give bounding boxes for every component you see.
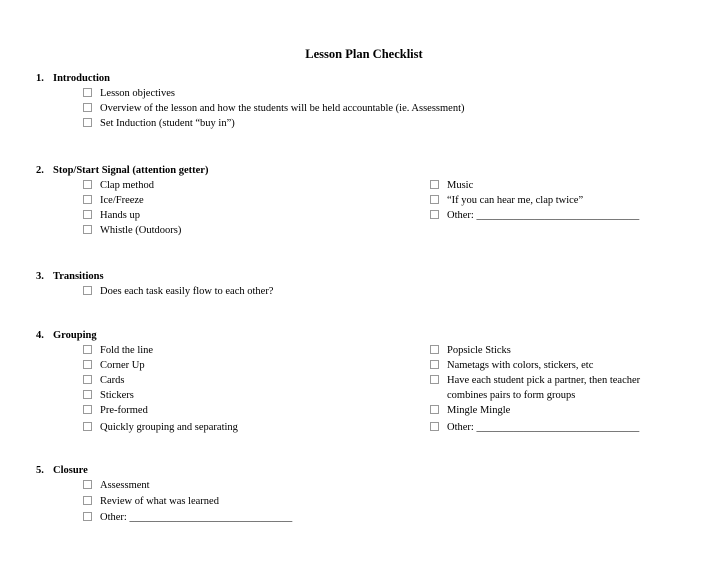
checkbox-icon[interactable] bbox=[430, 345, 439, 354]
checklist-item-label: Other: _______________________________ bbox=[447, 210, 640, 221]
checkbox-icon[interactable] bbox=[83, 210, 92, 219]
section-title: Stop/Start Signal (attention getter) bbox=[53, 165, 209, 176]
checklist-item-label: Have each student pick a partner, then teacher bbox=[447, 375, 641, 386]
checklist-item[interactable] bbox=[430, 343, 511, 358]
checkbox-icon[interactable] bbox=[83, 375, 92, 384]
checkbox-icon[interactable] bbox=[430, 422, 439, 431]
checklist-item-label: Assessment bbox=[100, 480, 150, 491]
checklist-item-label: Music bbox=[447, 180, 474, 191]
checklist-item[interactable] bbox=[83, 358, 145, 373]
checkbox-icon[interactable] bbox=[430, 375, 439, 384]
checklist-item[interactable] bbox=[430, 373, 640, 388]
checklist-item[interactable] bbox=[83, 494, 219, 509]
checklist-item-label: Other: _______________________________ bbox=[447, 422, 640, 433]
checklist-item[interactable] bbox=[83, 86, 175, 101]
section-heading-transitions bbox=[36, 269, 104, 284]
checklist-item[interactable] bbox=[83, 101, 465, 116]
checkbox-icon[interactable] bbox=[83, 480, 92, 489]
checklist-item[interactable] bbox=[83, 208, 140, 223]
checklist-item-other[interactable] bbox=[430, 420, 639, 435]
checklist-item-label: Review of what was learned bbox=[100, 496, 219, 507]
section-title: Transitions bbox=[53, 271, 104, 282]
checklist-item-label: Nametags with colors, stickers, etc bbox=[447, 360, 594, 371]
checklist-item[interactable] bbox=[83, 343, 153, 358]
section-number: 2. bbox=[36, 165, 44, 176]
section-heading-grouping bbox=[36, 328, 97, 343]
checklist-item-label: Quickly grouping and separating bbox=[100, 422, 238, 433]
checklist-item-label: Fold the line bbox=[100, 345, 154, 356]
checkbox-icon[interactable] bbox=[83, 88, 92, 97]
checklist-item-label: Stickers bbox=[100, 390, 134, 401]
checklist-item-label: Whistle (Outdoors) bbox=[100, 225, 182, 236]
checklist-item[interactable] bbox=[83, 373, 125, 388]
checkbox-icon[interactable] bbox=[83, 118, 92, 127]
checklist-item-label: Corner Up bbox=[100, 360, 145, 371]
checklist-item[interactable] bbox=[430, 403, 510, 418]
checkbox-icon[interactable] bbox=[83, 512, 92, 521]
checklist-item-label: Other: _______________________________ bbox=[100, 512, 293, 523]
checkbox-icon[interactable] bbox=[83, 195, 92, 204]
checklist-item[interactable] bbox=[83, 478, 150, 493]
checklist-item-other[interactable] bbox=[430, 208, 639, 223]
checklist-item-label: Does each task easily flow to each other? bbox=[100, 286, 274, 297]
checklist-item-continuation: combines pairs to form groups bbox=[447, 390, 576, 401]
checkbox-icon[interactable] bbox=[83, 496, 92, 505]
checklist-item-label: Set Induction (student “buy in”) bbox=[100, 118, 235, 129]
checkbox-icon[interactable] bbox=[430, 180, 439, 189]
checklist-item[interactable] bbox=[83, 403, 148, 418]
section-title: Introduction bbox=[53, 73, 110, 84]
checkbox-icon[interactable] bbox=[83, 345, 92, 354]
checkbox-icon[interactable] bbox=[83, 225, 92, 234]
checklist-item-label: Ice/Freeze bbox=[100, 195, 144, 206]
checkbox-icon[interactable] bbox=[430, 210, 439, 219]
checklist-item-label: Mingle Mingle bbox=[447, 405, 511, 416]
checklist-item[interactable] bbox=[83, 116, 235, 131]
checkbox-icon[interactable] bbox=[430, 405, 439, 414]
checkbox-icon[interactable] bbox=[83, 390, 92, 399]
checklist-item[interactable] bbox=[430, 178, 473, 193]
checklist-item-label: Cards bbox=[100, 375, 125, 386]
section-number: 3. bbox=[36, 271, 44, 282]
checklist-item[interactable] bbox=[83, 388, 134, 403]
checklist-item[interactable] bbox=[83, 193, 144, 208]
section-number: 5. bbox=[36, 465, 44, 476]
checkbox-icon[interactable] bbox=[430, 360, 439, 369]
checkbox-icon[interactable] bbox=[83, 180, 92, 189]
checklist-item[interactable] bbox=[430, 193, 583, 208]
checklist-item[interactable] bbox=[430, 358, 593, 373]
checklist-item-label: Pre-formed bbox=[100, 405, 148, 416]
checklist-item-label: “If you can hear me, clap twice” bbox=[447, 195, 584, 206]
page-title: Lesson Plan Checklist bbox=[305, 47, 423, 61]
checkbox-icon[interactable] bbox=[83, 422, 92, 431]
section-heading-closure bbox=[36, 463, 88, 478]
section-number: 4. bbox=[36, 330, 44, 341]
checklist-item[interactable] bbox=[83, 223, 181, 238]
checklist-item-label: Hands up bbox=[100, 210, 140, 221]
checklist-item-label: Lesson objectives bbox=[100, 88, 175, 99]
checkbox-icon[interactable] bbox=[430, 195, 439, 204]
section-heading-stop-start-signal bbox=[36, 163, 208, 178]
checklist-item-label: Clap method bbox=[100, 180, 154, 191]
checklist-item-label: Overview of the lesson and how the students will be held accountable (ie. Assessment) bbox=[100, 103, 465, 114]
checklist-item[interactable] bbox=[83, 284, 273, 299]
checklist-item[interactable] bbox=[83, 178, 154, 193]
checklist-item-label: Popsicle Sticks bbox=[447, 345, 511, 356]
checklist-item[interactable] bbox=[83, 420, 238, 435]
checkbox-icon[interactable] bbox=[83, 405, 92, 414]
checkbox-icon[interactable] bbox=[83, 103, 92, 112]
section-heading-introduction bbox=[36, 71, 110, 86]
section-title: Grouping bbox=[53, 330, 97, 341]
checklist-item-other[interactable] bbox=[83, 510, 292, 525]
section-title: Closure bbox=[53, 465, 88, 476]
checkbox-icon[interactable] bbox=[83, 286, 92, 295]
section-number: 1. bbox=[36, 73, 44, 84]
checkbox-icon[interactable] bbox=[83, 360, 92, 369]
